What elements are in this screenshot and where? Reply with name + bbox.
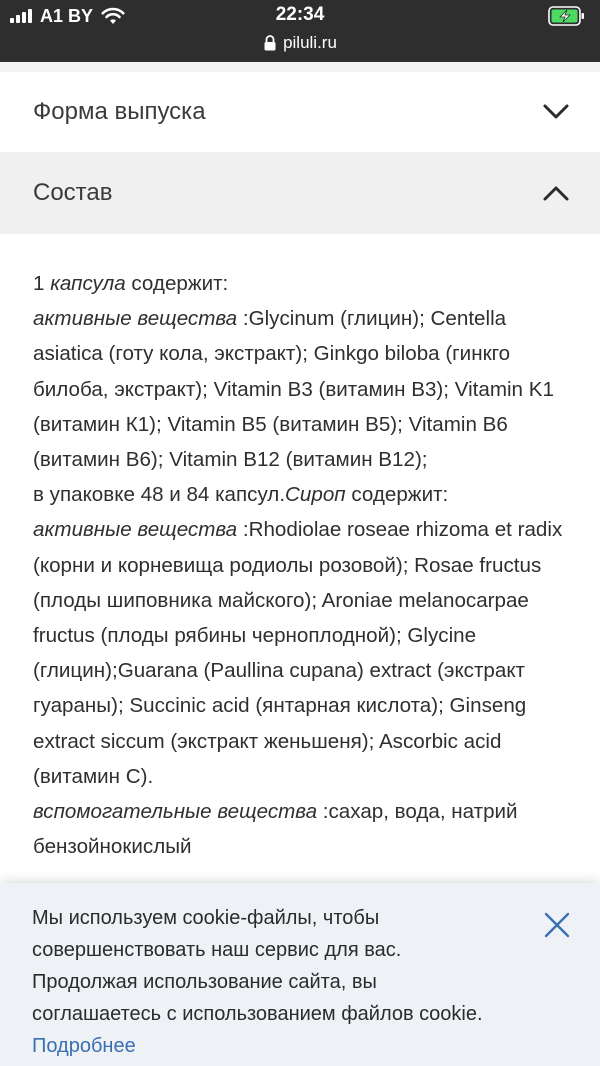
cookie-message: Мы используем cookie-файлы, чтобы совершенствовать наш сервис для вас. Продолжая использование сайта, вы соглашаетесь с использованием файлов cookie.	[32, 907, 483, 1025]
accordion-forma-vypuska[interactable]	[0, 72, 600, 152]
carrier-name: A1 BY	[40, 5, 94, 26]
composition-line-1: 1 капсула содержит:	[33, 272, 229, 295]
chevron-up-icon	[542, 184, 570, 202]
lock-icon	[263, 35, 277, 51]
composition-syrup-line: в упаковке 48 и 84 капсул.Сироп содержит:	[33, 483, 449, 507]
status-bar	[0, 0, 600, 62]
cookie-text	[32, 902, 502, 1062]
accordion-divider	[0, 62, 600, 72]
cookie-more-link[interactable]: Подробнее	[32, 1035, 136, 1057]
url-text: piluli.ru	[283, 33, 337, 52]
address-bar[interactable]	[0, 33, 600, 53]
composition-excipients: вспомогательные вещества :сахар, вода, натрий бензойнокислый	[33, 800, 518, 859]
composition-active-syrup: активные вещества :Rhodiolae roseae rhizoma et radix (корни и корневища родиолы розовой); Rosae fructus (плоды шиповника майского); Aroniae melanocarpae fructus (плоды рябины черноплодной); Glycine (глицин);Guarana (Paullina cupana) extract (экстракт гуараны); Succinic acid (янтарная кислота); Ginseng extract siccum (экстракт женьшеня); Ascorbic acid (витамин С).	[33, 518, 563, 788]
close-icon[interactable]	[544, 912, 570, 938]
accordion-sostav-label: Состав	[33, 179, 113, 206]
cookie-banner	[0, 883, 600, 1066]
composition-text	[33, 266, 573, 864]
chevron-down-icon	[542, 103, 570, 121]
status-time: 22:34	[275, 4, 325, 25]
composition-active-capsule: активные вещества :Glycinum (глицин); Centella asiatica (готу кола, экстракт); Ginkgo biloba (гинкго билоба, экстракт); Vitamin B3 (витамин В3); Vitamin K1 (витамин К1); Vitamin B5 (витамин В5); Vitamin B6 (витамин В6); Vitamin B12 (витамин В12);	[33, 307, 554, 472]
accordion-forma-label: Форма выпуска	[33, 98, 206, 125]
battery-charging-icon	[548, 6, 586, 26]
accordion-sostav[interactable]	[0, 152, 600, 234]
